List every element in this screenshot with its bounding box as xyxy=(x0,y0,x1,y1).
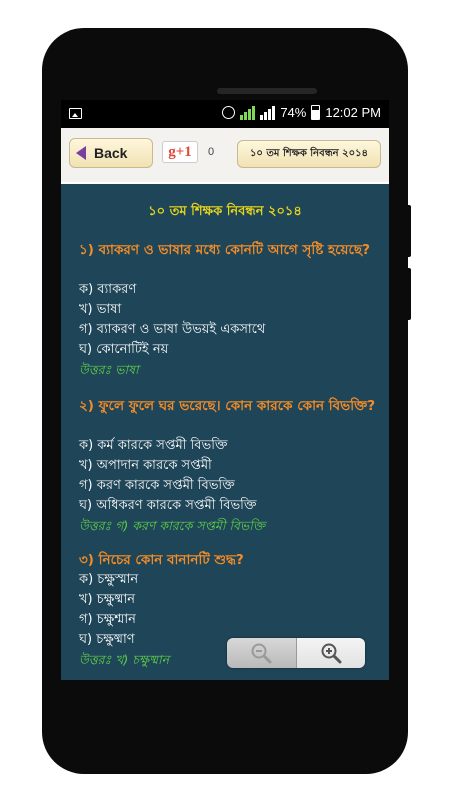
option-3c: গ) চক্ষুশ্মান xyxy=(79,612,136,627)
back-arrow-icon xyxy=(76,146,86,160)
screen xyxy=(61,100,389,680)
answer-2: উত্তরঃ গ) করণ কারকে সপ্তমী বিভক্তি xyxy=(79,518,265,533)
volume-button xyxy=(406,205,411,257)
page-title: ১০ তম শিক্ষক নিবন্ধন ২০১৪ xyxy=(148,204,302,219)
zoom-in-icon xyxy=(320,642,342,664)
answer-1: উত্তরঃ ভাষা xyxy=(79,362,139,377)
zoom-controls xyxy=(227,638,365,668)
title-button[interactable]: ১০ তম শিক্ষক নিবন্ধন ২০১৪ xyxy=(237,140,381,168)
phone-speaker xyxy=(217,88,317,94)
power-button xyxy=(406,268,411,320)
status-bar xyxy=(61,100,389,128)
clock: 12:02 PM xyxy=(325,105,381,120)
quiz-content[interactable] xyxy=(61,184,389,680)
option-1b: খ) ভাষা xyxy=(79,302,122,317)
back-button[interactable] xyxy=(69,138,153,168)
signal-icon xyxy=(240,106,255,120)
option-3a: ক) চক্ষুস্মান xyxy=(79,572,139,587)
option-3b: খ) চক্ষুষ্মান xyxy=(79,592,136,607)
battery-icon xyxy=(311,105,320,120)
question-2: ২) ফুলে ফুলে ঘর ভরেছে। কোন কারকে কোন বিভক্তি? xyxy=(79,398,376,414)
battery-percent: 74% xyxy=(280,105,307,120)
zoom-in-button[interactable] xyxy=(297,638,366,668)
gplus-count: 0 xyxy=(207,146,215,158)
zoom-out-icon xyxy=(250,642,272,664)
option-1d: ঘ) কোনোটিই নয় xyxy=(79,342,169,357)
image-icon xyxy=(69,108,82,119)
toolbar xyxy=(61,128,389,182)
question-1: ১) ব্যাকরণ ও ভাষার মধ্যে কোনটি আগে সৃষ্টি হয়েছে? xyxy=(79,242,370,258)
back-label: Back xyxy=(94,145,128,161)
question-3: ৩) নিচের কোন বানানটি শুদ্ধ? xyxy=(79,552,244,568)
zoom-out-button[interactable] xyxy=(227,638,297,668)
option-3d: ঘ) চক্ষুষ্মাণ xyxy=(79,632,135,647)
option-1c: গ) ব্যাকরণ ও ভাষা উভয়ই একসাথে xyxy=(79,322,266,337)
option-1a: ক) ব্যাকরণ xyxy=(79,282,137,297)
alarm-icon xyxy=(222,106,235,119)
answer-3: উত্তরঃ খ) চক্ষুষ্মান xyxy=(79,652,170,667)
signal-2-icon xyxy=(260,106,275,120)
gplus-button[interactable]: g+1 xyxy=(162,141,198,163)
option-2b: খ) অপাদান কারকে সপ্তমী xyxy=(79,458,212,473)
option-2a: ক) কর্ম কারকে সপ্তমী বিভক্তি xyxy=(79,438,228,453)
option-2d: ঘ) অধিকরণ কারকে সপ্তমী বিভক্তি xyxy=(79,498,257,513)
option-2c: গ) করণ কারকে সপ্তমী বিভক্তি xyxy=(79,478,235,493)
